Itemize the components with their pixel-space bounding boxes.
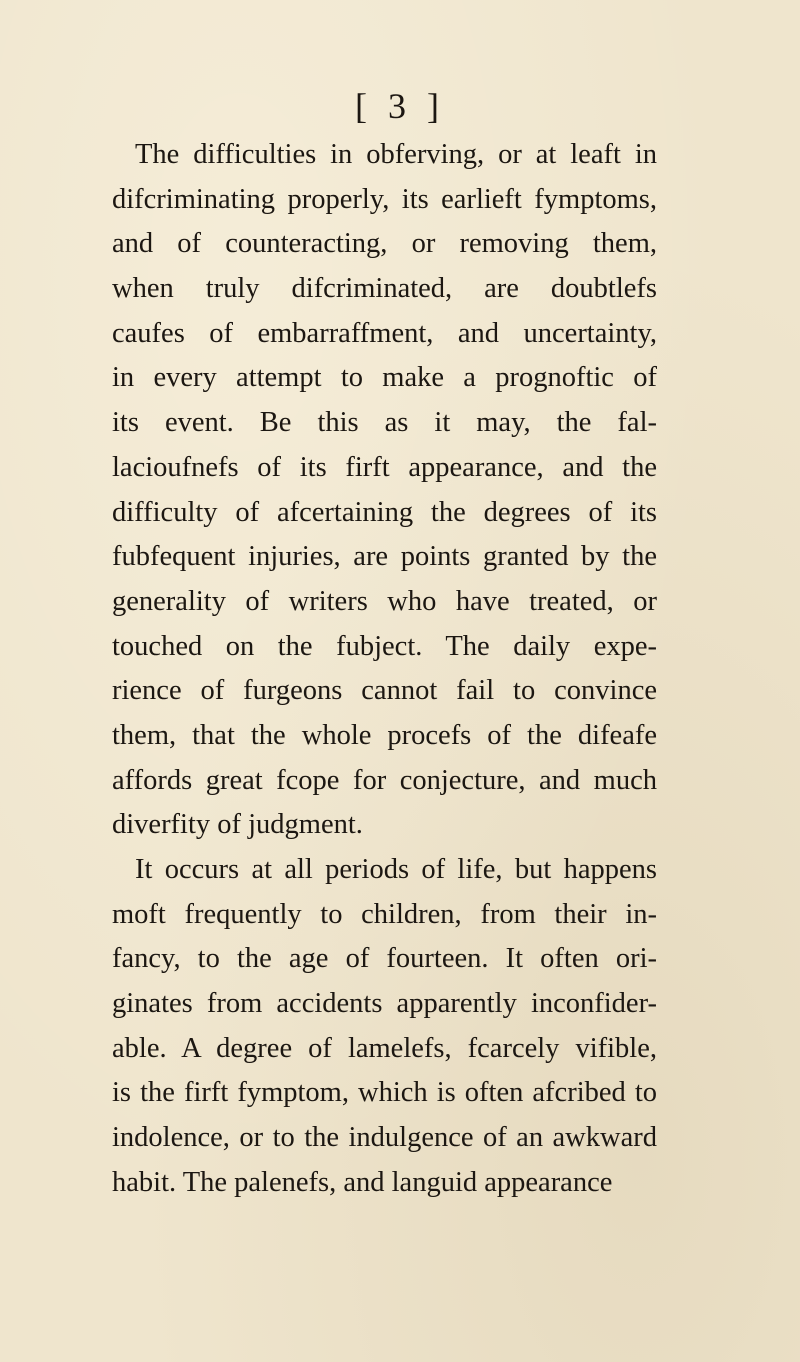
text-line: generality of writers who have treated, or [112,585,657,617]
text-line: difficulty of afcertaining the degrees of its [112,496,657,528]
body-text [112,133,657,1206]
text-line: is the firft fymptom, which is often afcribed to [112,1077,657,1109]
text-line: diverfity of judgment. [112,809,363,841]
text-line: in every attempt to make a prognoftic of [112,362,657,394]
text-line: able. A degree of lamelefs, fcarcely vifible, [112,1032,657,1064]
text-line: difcriminating properly, its earlieft fymptoms, [112,183,657,215]
text-line: lacioufnefs of its firft appearance, and the [112,451,657,483]
text-line: indolence, or to the indulgence of an awkward [112,1122,657,1154]
text-line: moft frequently to children, from their in- [112,898,657,930]
text-line: when truly difcriminated, are doubtlefs [112,273,657,305]
text-line: It occurs at all periods of life, but happens [135,854,657,885]
text-line: rience of furgeons cannot fail to convince [112,675,657,707]
text-line: fancy, to the age of fourteen. It often ori- [112,943,657,975]
text-line: touched on the fubject. The daily expe- [112,630,657,662]
text-line: ginates from accidents apparently inconfider- [112,988,657,1020]
text-line: affords great fcope for conjecture, and much [112,764,657,796]
text-line: caufes of embarraffment, and uncertainty, [112,317,657,349]
text-line: and of counteracting, or removing them, [112,228,657,260]
text-line: its event. Be this as it may, the fal- [112,407,657,439]
text-line: fubfequent injuries, are points granted by the [112,541,657,573]
text-line: them, that the whole procefs of the difeafe [112,719,657,751]
page-number: [ 3 ] [355,86,445,126]
text-line: The difficulties in obferving, or at leaft in [135,139,657,170]
text-line: habit. The palenefs, and languid appearance [112,1166,613,1198]
